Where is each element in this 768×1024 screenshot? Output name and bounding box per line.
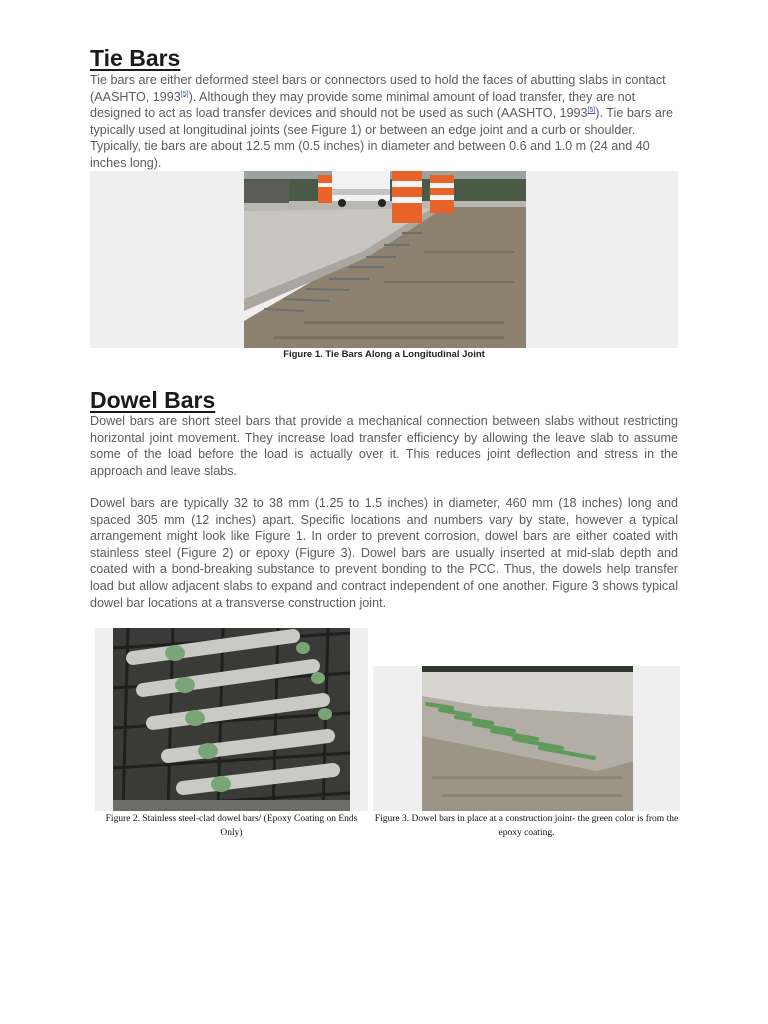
figure-1-caption: Figure 1. Tie Bars Along a Longitudinal Joint	[283, 349, 485, 360]
reference-link-2[interactable]: [5]	[587, 107, 596, 114]
figure-3-caption: Figure 3. Dowel bars in place at a construction joint- the green color is from the epoxy coating.	[374, 814, 679, 838]
tie-bars-text-3: ). Tie bars are typically used at longitudinal joints (see Figure 1) or between an edge joint and a curb or shoulder. Typically, tie bars are about 12.5 mm (0.5 inches) in diameter and between 0.6 and 1.0 m (24 and 40 inches long).	[90, 106, 674, 170]
dowel-bars-heading: Dowel Bars	[90, 387, 216, 413]
tie-bars-heading: Tie Bars	[90, 45, 181, 71]
figure-3-photo	[422, 666, 633, 811]
dowel-bars-paragraph-1: Dowel bars are short steel bars that provide a mechanical connection between slabs without restricting horizontal joint movement. They increase load transfer efficiency by allowing the leave slab to assume some of the load before the load is actually over it. This reduces joint deflection and stress in the approach and leave slabs.	[90, 414, 678, 478]
figure-2-caption: Figure 2. Stainless steel-clad dowel bars/ (Epoxy Coating on Ends Only)	[105, 814, 358, 838]
tie-bars-paragraph	[90, 72, 678, 172]
figure-2-photo	[113, 628, 350, 811]
tie-bars-text-2: ). Although they may provide some minimal amount of load transfer, they are not designed to act as load transfer devices and should not be used as such (AASHTO, 1993	[90, 89, 636, 121]
reference-link-1[interactable]: [5]	[180, 90, 189, 98]
figure-1-photo	[244, 171, 526, 348]
tie-bars-text-1: Tie bars are either deformed steel bars or connectors used to hold the faces of abutting slabs in contact (AASHTO, 1993	[90, 73, 666, 104]
dowel-bars-paragraph-2: Dowel bars are typically 32 to 38 mm (1.25 to 1.5 inches) in diameter, 460 mm (18 inches) long and spaced 305 mm (12 inches) apart. Specific locations and numbers vary by state, however a typical arrangement might look like Figure 1. In order to prevent corrosion, dowel bars are either coated with stainless steel (Figure 2) or epoxy (Figure 3). Dowel bars are usually inserted at mid-slab depth and coated with a bond-breaking substance to prevent bonding to the PCC. Thus, the dowels help transfer load but allow adjacent slabs to expand and contract independent of one another. Figure 3 shows typical dowel bar locations at a transverse construction joint.	[90, 496, 678, 610]
